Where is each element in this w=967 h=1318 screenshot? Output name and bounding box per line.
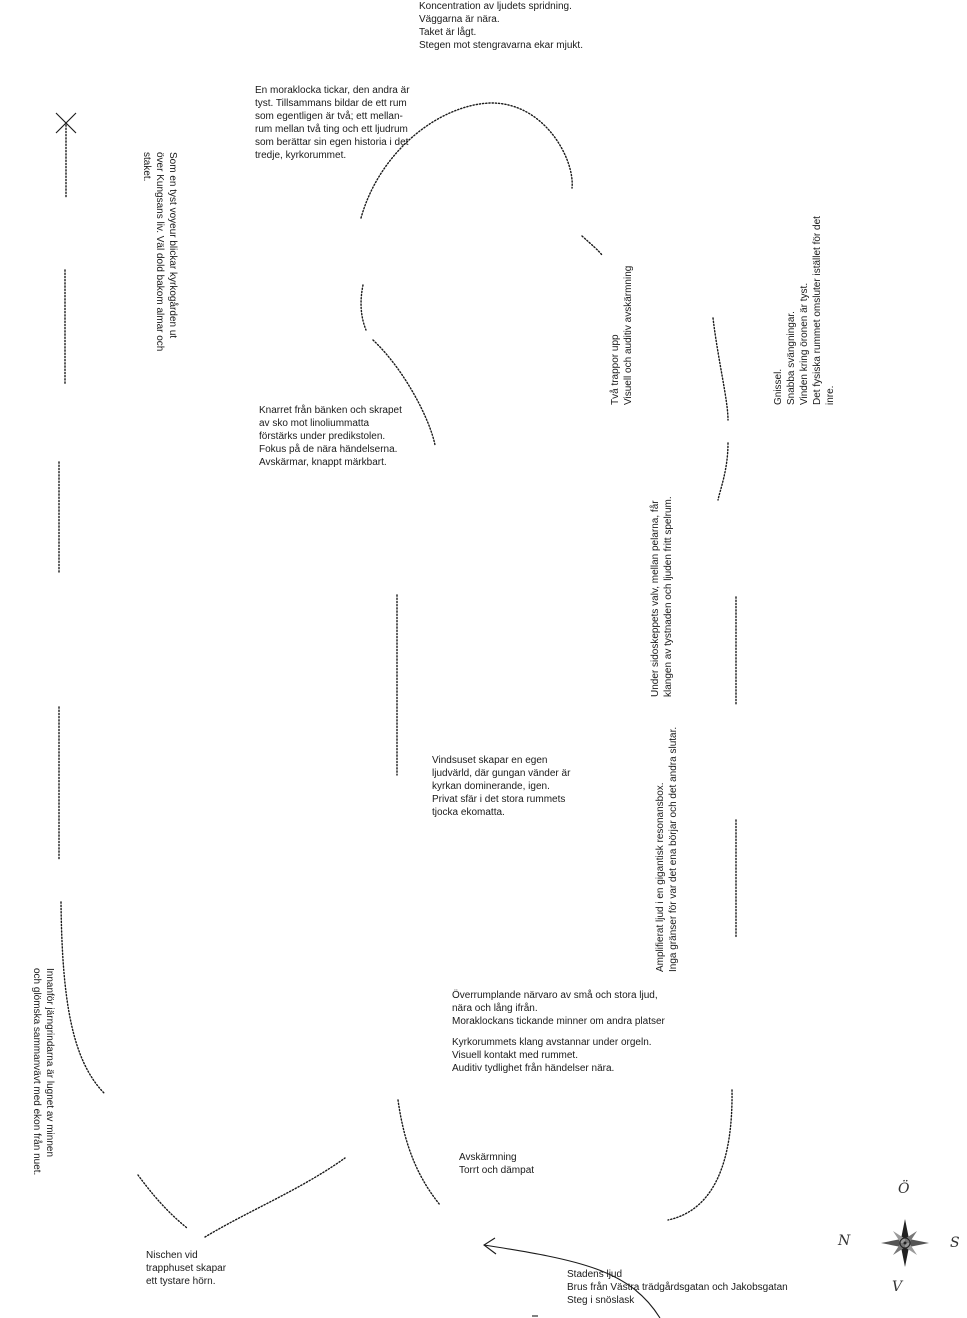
note-jarngrindarna: Innanför järngrindarna är lugnet av minnen och glömska sammanvävt med ekon från nuet.: [31, 968, 55, 1176]
note-kyrkorummets: Kyrkorummets klang avstannar under orgeln. Visuell kontakt med rummet. Auditiv tydlighet från händelser nära.: [452, 1037, 652, 1074]
curve-right-a: [582, 236, 602, 255]
left-path-5: [61, 902, 104, 1093]
note-sidoskeppet: Under sidoskeppets valv, mellan pelarna, får klangen av tystnaden och ljuden fritt spelrum.: [650, 496, 674, 697]
note-avskarmning: Avskärmning Torrt och dämpat: [459, 1152, 535, 1176]
note-moraklocka: En moraklocka tickar, den andra är tyst. Tillsammans bildar de ett rum som egentligen är två; ett mellan- rum mellan två ting och ett ljudrum som berättar sin egen historia i det tredje, kyrkorummet.: [255, 85, 410, 161]
compass-letter-south: S: [950, 1235, 960, 1251]
right-line-3: [668, 1090, 732, 1220]
note-resonansbox: Amplifierat ljud i en gigantisk resonansbox. Inga gränser för var det ena börjar och det andra slutar.: [655, 726, 679, 972]
note-top: Koncentration av ljudets spridning. Väggarna är nära. Taket är lågt. Stegen mot stengravarna ekar mjukt.: [419, 1, 583, 51]
note-vindsuset: Vindsuset skapar en egen ljudvärld, där gungan vänder är kyrkan dominerande, igen. Privat sfär i det stora rummets tjocka ekomatta.: [432, 755, 571, 818]
note-knarret: Knarret från bänken och skrapet av sko mot linoliummatta förstärks under predikstolen. Fokus på de nära händelserna. Avskärmar, knappt märkbart.: [259, 405, 402, 468]
note-overrumplande: Överrumplande närvaro av små och stora ljud, nära och lång ifrån. Moraklockans tickande minner om andra platser: [452, 990, 665, 1027]
compass-letter-north: N: [838, 1233, 851, 1249]
bottom-path: [205, 1158, 345, 1237]
note-stadens: Stadens ljud Brus från Västra trädgårdsgatan och Jakobsgatan Steg i snöslask: [567, 1269, 788, 1306]
compass-letter-east: Ö: [898, 1181, 910, 1197]
note-voyeur: Som en tyst voyeur blickar kyrkogården ut över Kungsans liv. Väl dold bakom almar och staket.: [141, 152, 178, 352]
curve-right-b: [713, 318, 728, 420]
curve-left-a: [361, 285, 366, 330]
curve-right-c: [718, 443, 728, 500]
compass-rose-icon: [860, 1195, 960, 1295]
compass: [838, 1181, 960, 1295]
note-gnissel: Gnissel. Snabba svängningar. Vinden kring öronen är tyst. Det fysiska rummet omsluter istället för det inre.: [773, 216, 836, 405]
note-nischen: Nischen vid trapphuset skapar ett tystare hörn.: [146, 1250, 227, 1287]
compass-letter-west: V: [892, 1279, 903, 1295]
left-path-6: [138, 1175, 187, 1228]
note-trappor: Två trappor upp Visuell och auditiv avskärmning: [610, 265, 634, 405]
middle-line-2: [398, 1100, 440, 1205]
